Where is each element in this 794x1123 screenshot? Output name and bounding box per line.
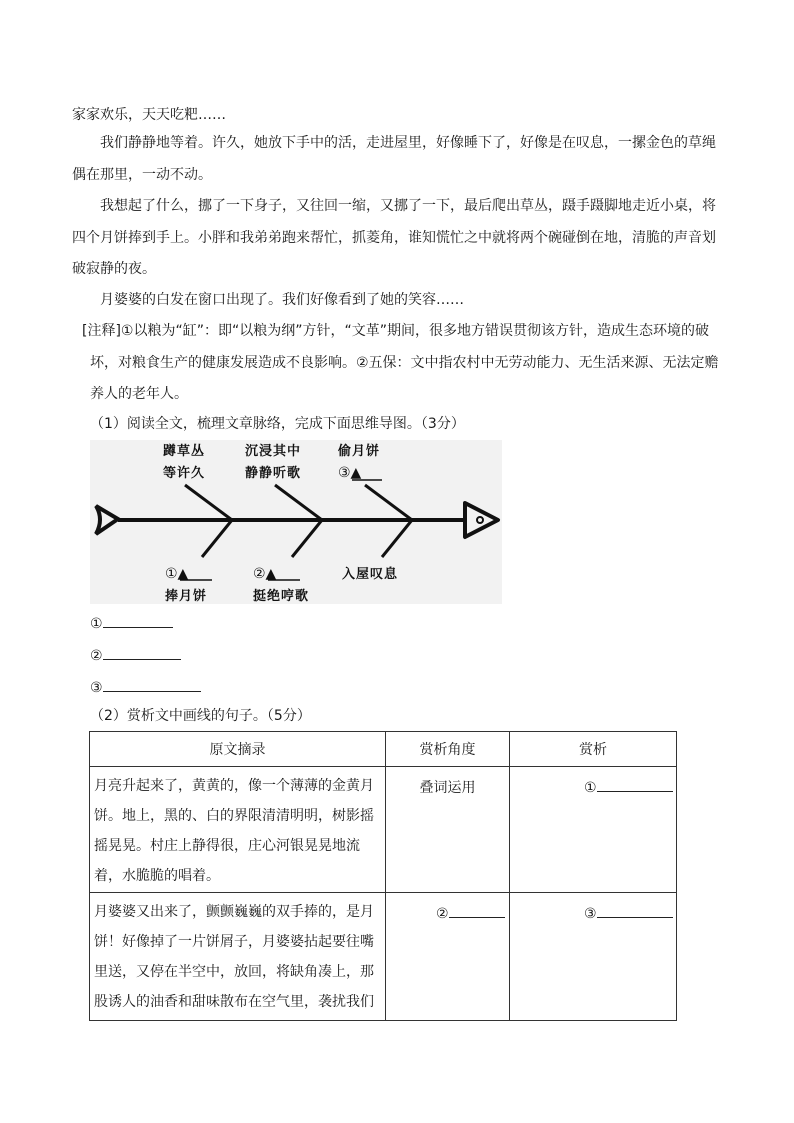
table-header: 赏析角度: [386, 732, 510, 767]
excerpt-text: 月亮升起来了，黄黄的，像一个薄薄的金黄月饼。地上，黑的、白的界限清清明明，树影摇摇晃晃。村庄上静得很，庄心河银晃晃地流着，水脆脆的唱着。: [94, 778, 374, 884]
diagram-label: 挺绝哼歌: [253, 589, 310, 604]
fishbone-diagram: [90, 440, 502, 604]
diagram-label: 偷月饼: [338, 444, 381, 459]
fish-head: [465, 503, 498, 537]
table-row: [90, 893, 677, 1021]
passage-paragraph: 我想起了什么，挪了一下身子，又往回一缩，又挪了一下，最后爬出草丛，蹑手蹑脚地走近小桌，将四个月饼捧到手上。小胖和我弟弟跑来帮忙，抓菱角，谁知慌忙之中就将两个碗碰倒在地，清脆的声音划破寂静的夜。: [72, 198, 716, 277]
q1-blank-3[interactable]: ③: [90, 677, 201, 698]
q1-prompt: （1）阅读全文，梳理文章脉络，完成下面思维导图。（3分）: [90, 416, 465, 432]
diagram-label: 蹲草丛: [163, 444, 206, 459]
diagram-blank: ②▲: [253, 566, 277, 582]
answer-blank[interactable]: ②: [386, 893, 509, 929]
excerpt-text: 月婆婆又出来了，颤颤巍巍的双手捧的，是月饼！好像掉了一片饼屑子，月婆婆拈起要往嘴里送，又停在半空中，放回，将缺角凑上，那股诱人的油香和甜味散布在空气里，袭扰我们: [94, 904, 374, 1010]
diagram-blank: ③▲: [338, 465, 362, 481]
diagram-blank: ①▲: [165, 566, 189, 582]
footnote: [注释]①以粮为“缸”：即“以粮为纲”方针，“文革”期间，很多地方错误贯彻该方针，造成生态环境的破坏，对粮食生产的健康发展造成不良影响。②五保：文中指农村中无劳动能力、无生活来源、无法定赡养人的老年人。: [82, 323, 719, 402]
q2-prompt: （2）赏析文中画线的句子。（5分）: [90, 708, 311, 724]
analysis-table: [89, 731, 677, 1021]
fish-tail: [96, 506, 118, 534]
diagram-label: 捧月饼: [165, 589, 208, 604]
passage-line: 家家欢乐，天天吃粑……: [72, 107, 226, 123]
q1-blank-2[interactable]: ②: [90, 645, 181, 666]
table-header: 原文摘录: [90, 732, 386, 767]
angle-text: 叠词运用: [419, 780, 476, 796]
q1-blank-1[interactable]: ①: [90, 613, 173, 634]
diagram-label: 沉浸其中: [245, 444, 302, 459]
diagram-label: 等许久: [163, 466, 206, 481]
table-row: [90, 767, 677, 893]
diagram-label: 入屋叹息: [342, 567, 399, 582]
diagram-label: 静静听歌: [245, 466, 302, 481]
answer-blank[interactable]: ①: [510, 767, 676, 803]
answer-blank[interactable]: ③: [510, 893, 676, 929]
table-header: 赏析: [510, 732, 677, 767]
passage-paragraph: 我们静静地等着。许久，她放下手中的活，走进屋里，好像睡下了，好像是在叹息，一摞金色的草绳偶在那里，一动不动。: [72, 135, 716, 183]
passage-paragraph: 月婆婆的白发在窗口出现了。我们好像看到了她的笑容……: [100, 292, 464, 308]
fish-eye: [477, 517, 483, 523]
